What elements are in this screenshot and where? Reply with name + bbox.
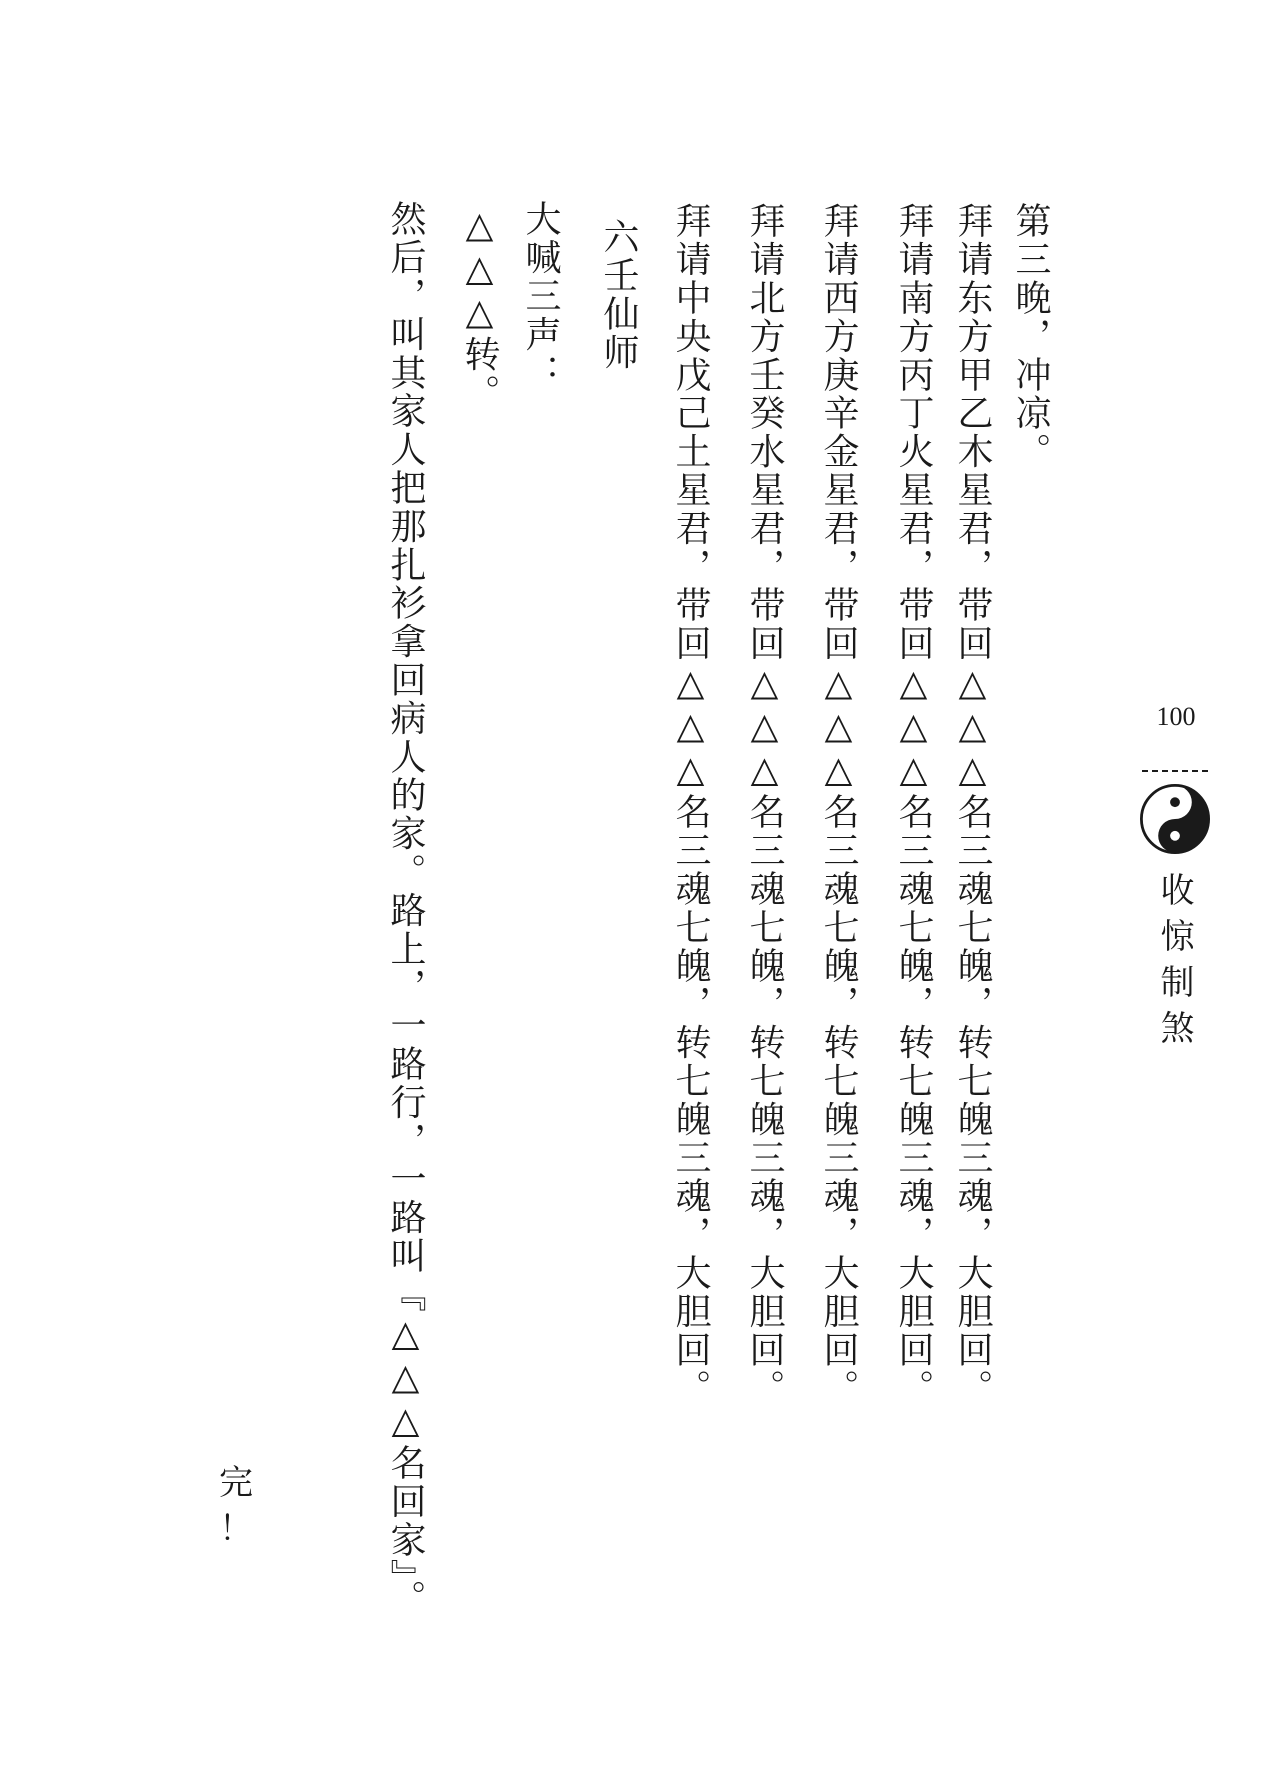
text-column-5: 拜请北方壬癸水星君，带回△△△名三魂七魄，转七魄三魂，大胆回。	[744, 202, 785, 1408]
text-column-9: △△△转。	[459, 205, 500, 412]
yin-yang-icon	[1140, 784, 1210, 854]
end-mark-exclamation: ！	[219, 1509, 253, 1549]
text-column-10: 然后，叫其家人把那扎衫拿回病人的家。路上，一路行，一路叫『△△△名回家』。	[385, 200, 426, 1618]
text-column-3: 拜请南方丙丁火星君，带回△△△名三魂七魄，转七魄三魂，大胆回。	[893, 202, 934, 1408]
text-column-8: 大喊三声：	[520, 200, 561, 392]
end-mark-char: 完	[219, 1463, 253, 1503]
text-column-7: 六壬仙师	[598, 218, 639, 372]
text-column-4: 拜请西方庚辛金星君，带回△△△名三魂七魄，转七魄三魂，大胆回。	[818, 202, 859, 1408]
text-column-2: 拜请东方甲乙木星君，带回△△△名三魂七魄，转七魄三魂，大胆回。	[952, 202, 993, 1408]
running-title: 收惊制煞	[1154, 872, 1194, 1056]
divider-line	[1142, 770, 1208, 772]
end-mark	[212, 1460, 260, 1552]
text-column-1: 第三晚，冲凉。	[1010, 202, 1051, 471]
text-column-6: 拜请中央戊己土星君，带回△△△名三魂七魄，转七魄三魂，大胆回。	[670, 202, 711, 1408]
page-number: 100	[1156, 702, 1196, 731]
